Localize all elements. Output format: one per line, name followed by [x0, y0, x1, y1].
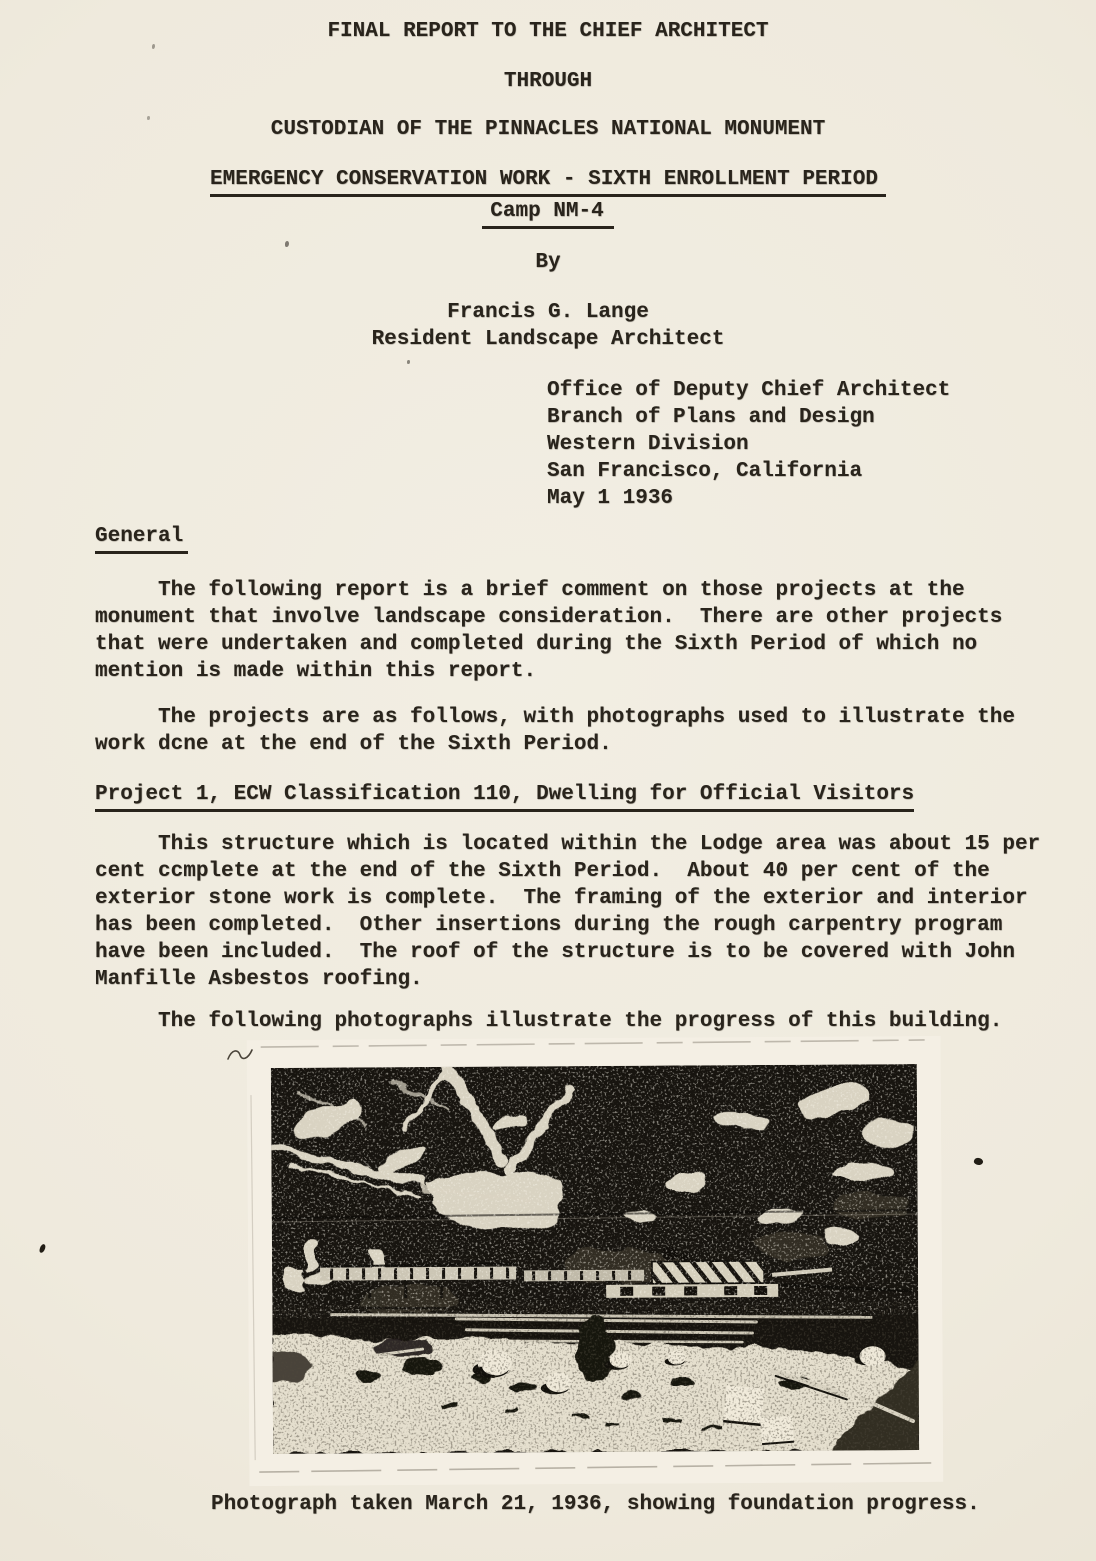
byline: By	[535, 251, 561, 274]
program-title-line	[0, 166, 1096, 197]
project1-heading-line	[95, 781, 914, 812]
pen-squiggle-mark	[226, 1045, 254, 1065]
program-title: EMERGENCY CONSERVATION WORK - SIXTH ENROLLMENT PERIOD	[210, 166, 886, 197]
author-name: Francis G. Lange	[447, 301, 649, 324]
photo-caption: Photograph taken March 21, 1936, showing foundation progress.	[211, 1493, 980, 1516]
general-heading-line	[95, 523, 188, 554]
author-title: Resident Landscape Architect	[371, 328, 725, 351]
project1-heading: Project 1, ECW Classification 110, Dwelling for Official Visitors	[95, 781, 914, 812]
foundation-photograph	[247, 1036, 944, 1486]
project1-paragraph-1: This structure which is located within the Lodge area was about 15 per cent ccmplete at the end of the Sixth Period. About 40 per cent of the exterior stone work is complete. The framing of the exterior and interior has been completed. Other insertions during the rough carpentry program have been included. The roof of the structure is to be covered with John Manfille Asbestos roofing.	[95, 833, 1041, 991]
grain-overlay-light	[271, 1064, 919, 1318]
camp-name: Camp NM-4	[482, 198, 613, 229]
ink-speck	[285, 241, 289, 247]
project1-paragraph-2: The following photographs illustrate the progress of this building.	[95, 1010, 1003, 1033]
ink-speck	[407, 360, 410, 364]
ink-speck	[152, 44, 155, 49]
general-paragraph-2: The projects are as follows, with photographs used to illustrate the work dcne at the end of the Sixth Period.	[95, 706, 1015, 756]
report-title: FINAL REPORT TO THE CHIEF ARCHITECT	[327, 20, 769, 43]
general-paragraph-1: The following report is a brief comment on those projects at the monument that involve landscape consideration. There are other projects that were undertaken and completed during the Sixth Period of which no mention is made within this report.	[95, 579, 1003, 683]
camp-line	[0, 198, 1096, 229]
report-custodian: CUSTODIAN OF THE PINNACLES NATIONAL MONUMENT	[270, 118, 826, 141]
report-through: THROUGH	[503, 70, 593, 93]
office-address-block: Office of Deputy Chief Architect Branch of Plans and Design Western Division San Francisco, California May 1 1936	[547, 379, 951, 510]
ink-speck	[39, 1243, 47, 1253]
grain-overlay-dark	[272, 1302, 919, 1454]
general-heading: General	[95, 523, 188, 554]
ink-speck	[973, 1157, 984, 1167]
foundation-photo-art	[247, 1036, 944, 1486]
